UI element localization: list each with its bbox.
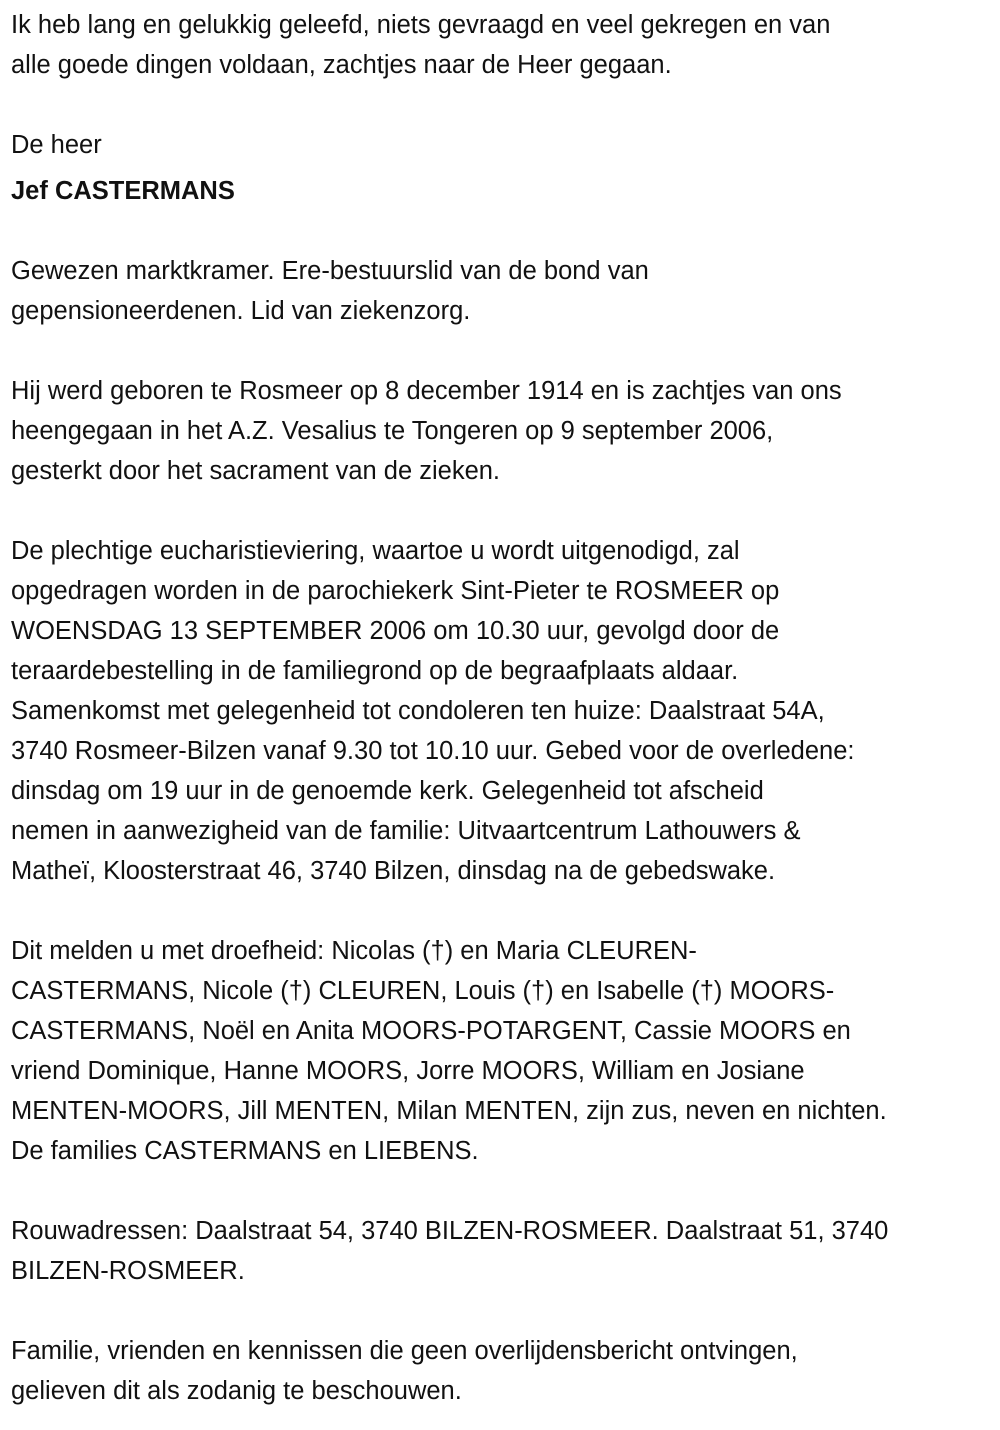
text-line: BILZEN-ROSMEER. [11, 1257, 245, 1285]
paragraph [11, 251, 888, 331]
paragraph [11, 1211, 888, 1291]
text-line: opgedragen worden in de parochiekerk Sint-Pieter te ROSMEER op [11, 577, 780, 605]
paragraph-gap [11, 1291, 888, 1331]
text-line: dinsdag om 19 uur in de genoemde kerk. Gelegenheid tot afscheid [11, 777, 764, 805]
text-line: Familie, vrienden en kennissen die geen overlijdensbericht ontvingen, [11, 1337, 798, 1365]
text-line: CASTERMANS, Nicole (†) CLEUREN, Louis (†) en Isabelle (†) MOORS- [11, 977, 835, 1005]
deceased-name: Jef CASTERMANS [11, 177, 235, 205]
text-line: WOENSDAG 13 SEPTEMBER 2006 om 10.30 uur, gevolgd door de [11, 617, 780, 645]
paragraph-gap [11, 1171, 888, 1211]
paragraph-gap [11, 491, 888, 531]
opening-paragraph [11, 5, 888, 85]
paragraph [11, 931, 888, 1171]
paragraph [11, 371, 888, 491]
text-line: De plechtige eucharistieviering, waartoe u wordt uitgenodigd, zal [11, 537, 740, 565]
salutation: De heer [11, 131, 102, 159]
text-line: Matheï, Kloosterstraat 46, 3740 Bilzen, dinsdag na de gebedswake. [11, 857, 776, 885]
text-line: De families CASTERMANS en LIEBENS. [11, 1137, 479, 1165]
text-line: Dit melden u met droefheid: Nicolas (†) en Maria CLEUREN- [11, 937, 697, 965]
paragraph-gap [11, 85, 888, 125]
text-line: Gewezen marktkramer. Ere-bestuurslid van de bond van [11, 257, 649, 285]
text-line: gesterkt door het sacrament van de zieken. [11, 457, 501, 485]
text-line: gepensioneerdenen. Lid van ziekenzorg. [11, 297, 471, 325]
paragraph-gap [11, 331, 888, 371]
text-line: heengegaan in het A.Z. Vesalius te Tongeren op 9 september 2006, [11, 417, 774, 445]
paragraph [11, 531, 888, 891]
text-line: Samenkomst met gelegenheid tot condoleren ten huize: Daalstraat 54A, [11, 697, 825, 725]
text-line: CASTERMANS, Noël en Anita MOORS-POTARGENT, Cassie MOORS en [11, 1017, 851, 1045]
text-line: nemen in aanwezigheid van de familie: Uitvaartcentrum Lathouwers & [11, 817, 801, 845]
body-paragraphs [11, 211, 888, 1411]
text-line: vriend Dominique, Hanne MOORS, Jorre MOORS, William en Josiane [11, 1057, 805, 1085]
text-line: Hij werd geboren te Rosmeer op 8 december 1914 en is zachtjes van ons [11, 377, 842, 405]
obituary-document [11, 5, 888, 1411]
text-line: alle goede dingen voldaan, zachtjes naar de Heer gegaan. [11, 51, 672, 79]
text-line: 3740 Rosmeer-Bilzen vanaf 9.30 tot 10.10 uur. Gebed voor de overledene: [11, 737, 855, 765]
text-line: Ik heb lang en gelukkig geleefd, niets gevraagd en veel gekregen en van [11, 11, 831, 39]
paragraph-gap [11, 211, 888, 251]
text-line: gelieven dit als zodanig te beschouwen. [11, 1377, 462, 1405]
text-line: teraardebestelling in de familiegrond op de begraafplaats aldaar. [11, 657, 739, 685]
text-line: Rouwadressen: Daalstraat 54, 3740 BILZEN-ROSMEER. Daalstraat 51, 3740 [11, 1217, 889, 1245]
paragraph [11, 1331, 888, 1411]
text-line: MENTEN-MOORS, Jill MENTEN, Milan MENTEN, zijn zus, neven en nichten. [11, 1097, 887, 1125]
paragraph-gap [11, 891, 888, 931]
